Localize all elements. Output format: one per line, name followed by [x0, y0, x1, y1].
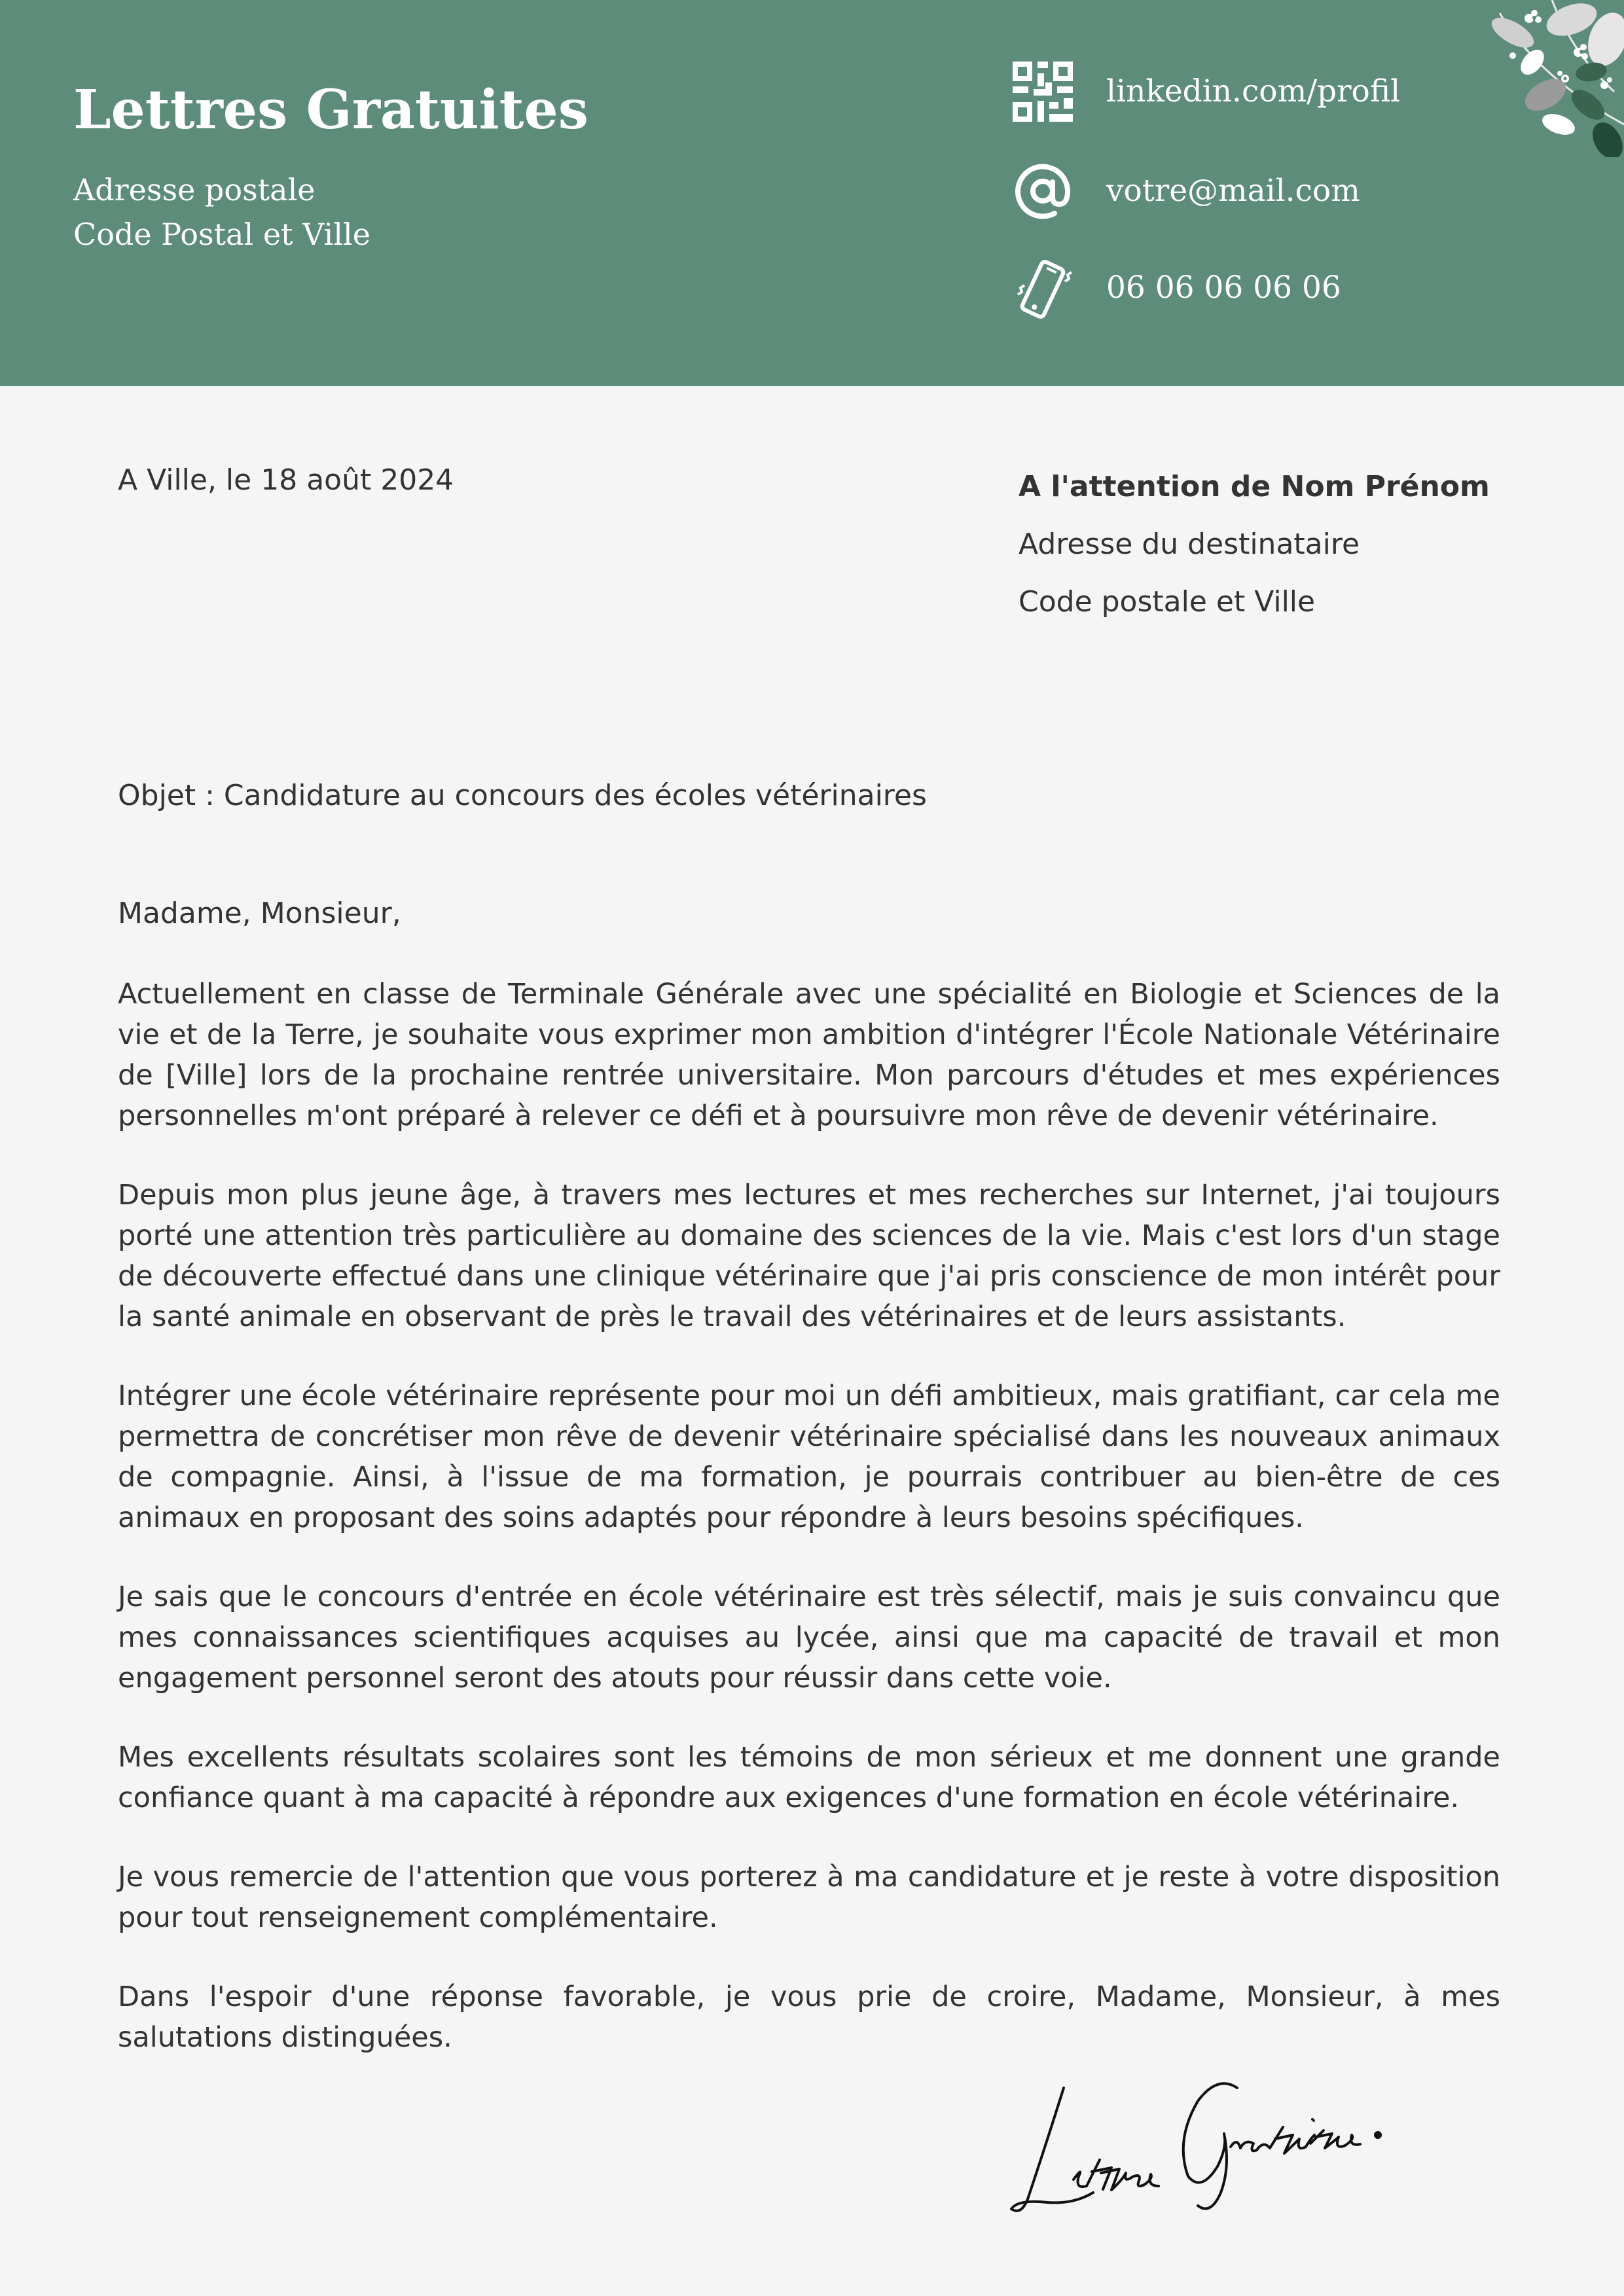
body-paragraph: Actuellement en classe de Terminale Générale avec une spécialité en Biologie et Sciences de la vie et de la Terre, je souhaite vous exprimer mon ambition d'intégrer l'École Nationale Vétérinaire de [Ville] lors de la prochaine rentrée universitaire. Mon parcours d'études et mes expériences personnelles m'ont préparé à relever ce défi et à poursuivre mon rêve de devenir vétérinaire.: [118, 978, 1500, 1132]
recipient-address: Adresse du destinataire: [1019, 528, 1360, 561]
phone-number[interactable]: 06 06 06 06 06: [1106, 270, 1341, 306]
body-paragraph: Intégrer une école vétérinaire représente pour moi un défi ambitieux, mais gratifiant, car cela me permettra de concrétiser mon rêve de devenir vétérinaire spécialisé dans les nouveaux animaux de compagnie. Ainsi, à l'issue de ma formation, je pourrais contribuer au bien-être de ces animaux en proposant des soins adaptés pour répondre à leurs besoins spécifiques.: [118, 1380, 1500, 1534]
sender-address: Adresse postale: [73, 172, 316, 207]
floral-decoration: [1473, 0, 1624, 157]
body-paragraph: Je vous remercie de l'attention que vous porterez à ma candidature et je reste à votre disposition pour tout renseignement complémentaire.: [118, 1861, 1500, 1934]
letter-salutation: Madame, Monsieur,: [118, 897, 401, 930]
letter-body: [118, 974, 1500, 2058]
body-paragraph: Mes excellents résultats scolaires sont les témoins de mon sérieux et me donnent une grande confiance quant à ma capacité à répondre aux exigences d'une formation en école vétérinaire.: [118, 1741, 1500, 1814]
body-paragraph: Je sais que le concours d'entrée en école vétérinaire est très sélectif, mais je suis convaincu que mes connaissances scientifiques acquises au lycée, ainsi que ma capacité de travail et mon engagement personnel seront des atouts pour réussir dans cette voie.: [118, 1581, 1500, 1695]
letter-subject: Objet : Candidature au concours des écoles vétérinaires: [118, 779, 927, 812]
letter-date: A Ville, le 18 août 2024: [118, 463, 454, 497]
recipient-block: [1019, 458, 1542, 631]
body-paragraph: Depuis mon plus jeune âge, à travers mes lectures et mes recherches sur Internet, j'ai toujours porté une attention très particulière au domaine des sciences de la vie. Mais c'est lors d'un stage de découverte effectué dans une clinique vétérinaire que j'ai pris conscience de mon intérêt pour la santé animale en observant de près le travail des vétérinaires et de leurs assistants.: [118, 1179, 1500, 1333]
handwritten-signature: [1001, 2062, 1420, 2225]
recipient-attention: A l'attention de Nom Prénom: [1019, 470, 1490, 503]
phone-icon: [1011, 258, 1074, 321]
qr-code-icon: [1011, 60, 1074, 123]
recipient-city: Code postale et Ville: [1019, 585, 1316, 619]
sender-name: Lettres Gratuites: [73, 79, 588, 141]
email-link[interactable]: votre@mail.com: [1106, 173, 1360, 209]
linkedin-link[interactable]: linkedin.com/profil: [1106, 73, 1401, 109]
body-paragraph: Dans l'espoir d'une réponse favorable, je vous prie de croire, Madame, Monsieur, à mes salutations distinguées.: [118, 1981, 1500, 2054]
letter-header: [0, 0, 1624, 386]
at-sign-icon: [1011, 160, 1074, 223]
sender-postal-city: Code Postal et Ville: [73, 217, 370, 252]
